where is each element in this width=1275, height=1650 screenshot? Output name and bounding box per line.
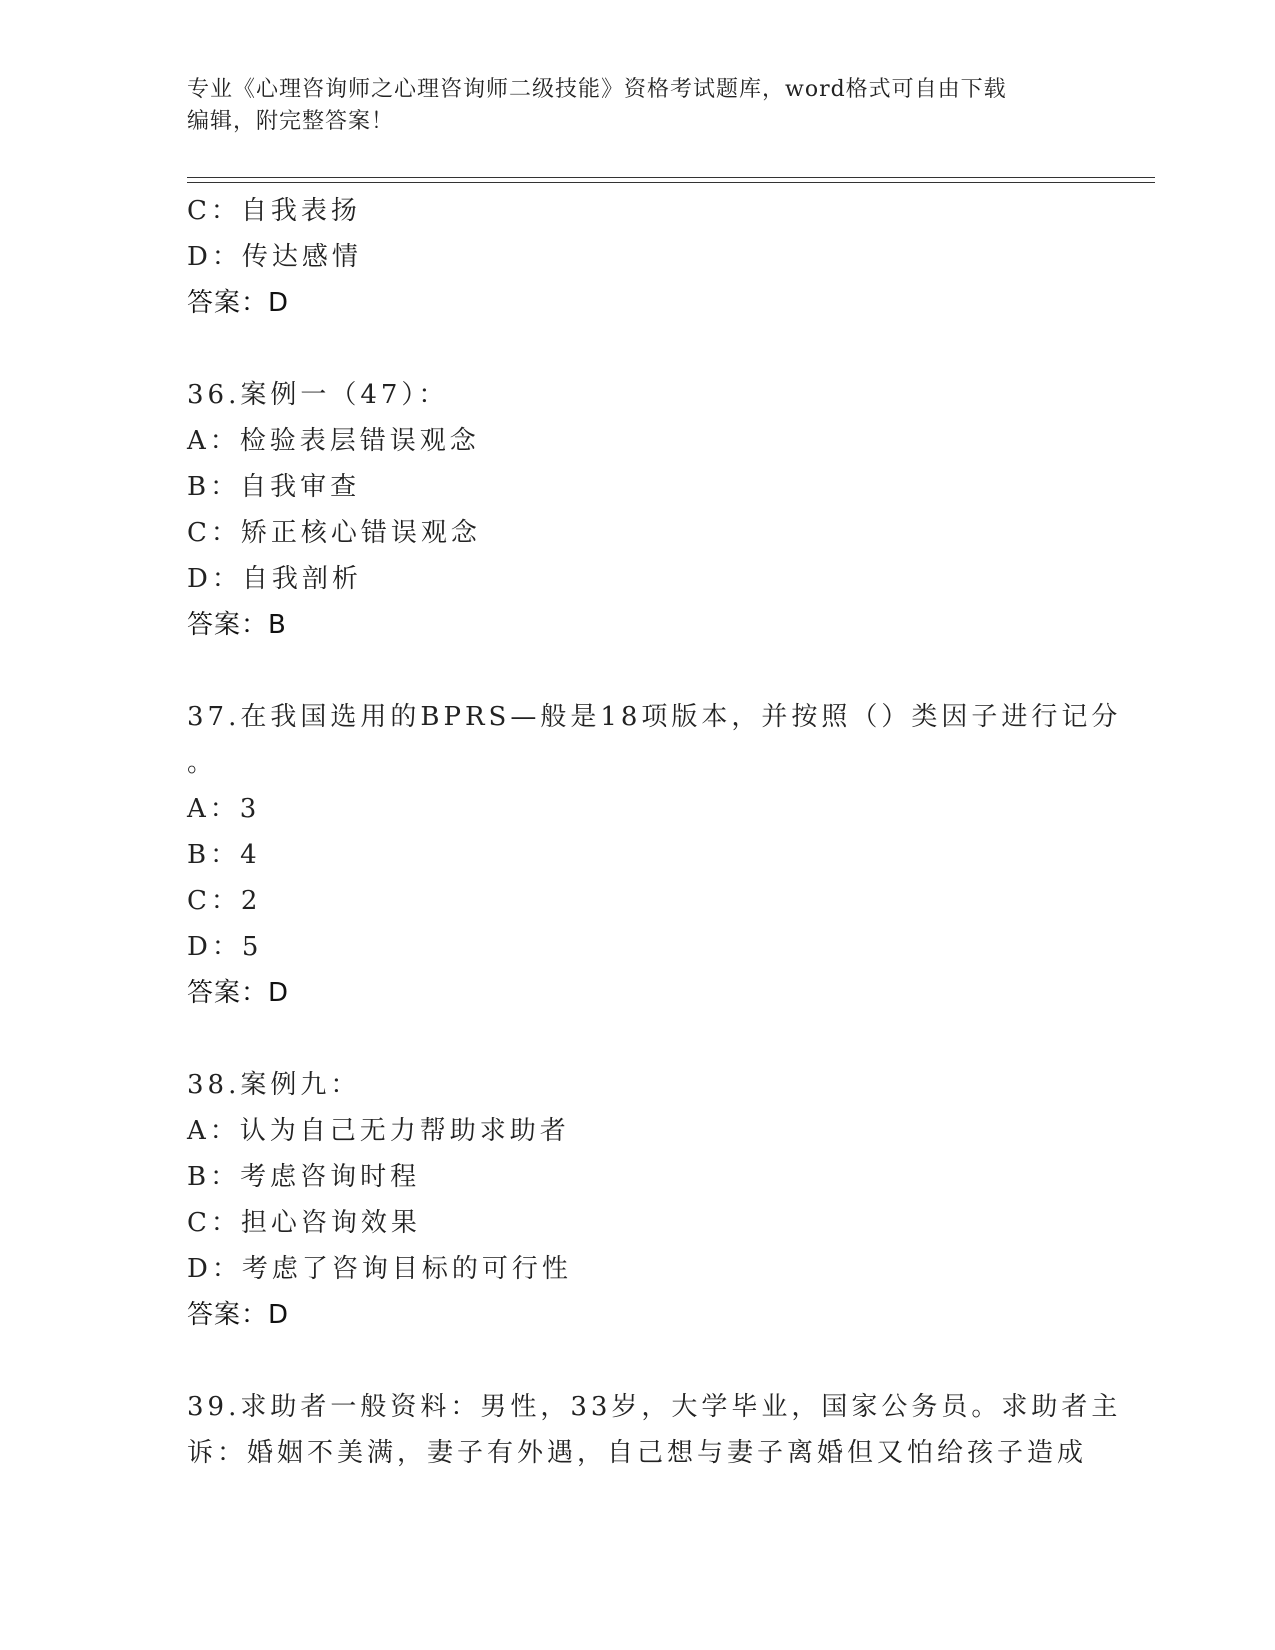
option-d: D：自我剖析 bbox=[187, 564, 362, 594]
question-title: 38.案例九： bbox=[187, 1070, 361, 1100]
question-35 bbox=[187, 188, 1087, 326]
question-title: 37.在我国选用的BPRS—般是18项版本，并按照（）类因子进行记分 bbox=[187, 702, 1122, 732]
question-text-line-2: 诉：婚姻不美满，妻子有外遇，自己想与妻子离婚但又怕给孩子造成 bbox=[187, 1438, 1088, 1468]
option-b: B：4 bbox=[187, 840, 261, 870]
answer-line: 答案：D bbox=[187, 1300, 290, 1330]
option-c: C：2 bbox=[187, 886, 262, 916]
question-39 bbox=[187, 1384, 1122, 1476]
option-b: B：考虑咨询时程 bbox=[187, 1162, 421, 1192]
header-divider-top bbox=[187, 177, 1155, 178]
answer-line: 答案：D bbox=[187, 978, 290, 1008]
question-title-continuation: 。 bbox=[187, 748, 214, 778]
header-line-2: 编辑，附完整答案！ bbox=[187, 109, 395, 134]
option-b: B：自我审查 bbox=[187, 472, 361, 502]
option-d: D：5 bbox=[187, 932, 263, 962]
question-list bbox=[187, 188, 1122, 1476]
option-d: D：考虑了咨询目标的可行性 bbox=[187, 1254, 572, 1284]
option-c: C：自我表扬 bbox=[187, 196, 361, 226]
spacer bbox=[187, 648, 1087, 694]
answer-line: 答案：D bbox=[187, 288, 290, 318]
option-a: A：3 bbox=[187, 794, 261, 824]
option-c: C：担心咨询效果 bbox=[187, 1208, 421, 1238]
question-text-line-1: 39.求助者一般资料：男性，33岁，大学毕业，国家公务员。求助者主 bbox=[187, 1392, 1122, 1422]
question-37 bbox=[187, 694, 1122, 1016]
question-title: 36.案例一（47）： bbox=[187, 380, 449, 410]
option-a: A：检验表层错误观念 bbox=[187, 426, 480, 456]
document-header bbox=[187, 74, 1067, 138]
header-divider-bottom bbox=[187, 182, 1155, 183]
spacer bbox=[187, 326, 1087, 372]
option-c: C：矫正核心错误观念 bbox=[187, 518, 481, 548]
spacer bbox=[187, 1016, 1087, 1062]
header-line-1: 专业《心理咨询师之心理咨询师二级技能》资格考试题库，word格式可自由下载 bbox=[187, 77, 1007, 102]
question-36 bbox=[187, 372, 1087, 648]
spacer bbox=[187, 1338, 1087, 1384]
answer-line: 答案：B bbox=[187, 610, 287, 640]
option-d: D：传达感情 bbox=[187, 242, 362, 272]
option-a: A：认为自己无力帮助求助者 bbox=[187, 1116, 570, 1146]
question-38 bbox=[187, 1062, 1087, 1338]
